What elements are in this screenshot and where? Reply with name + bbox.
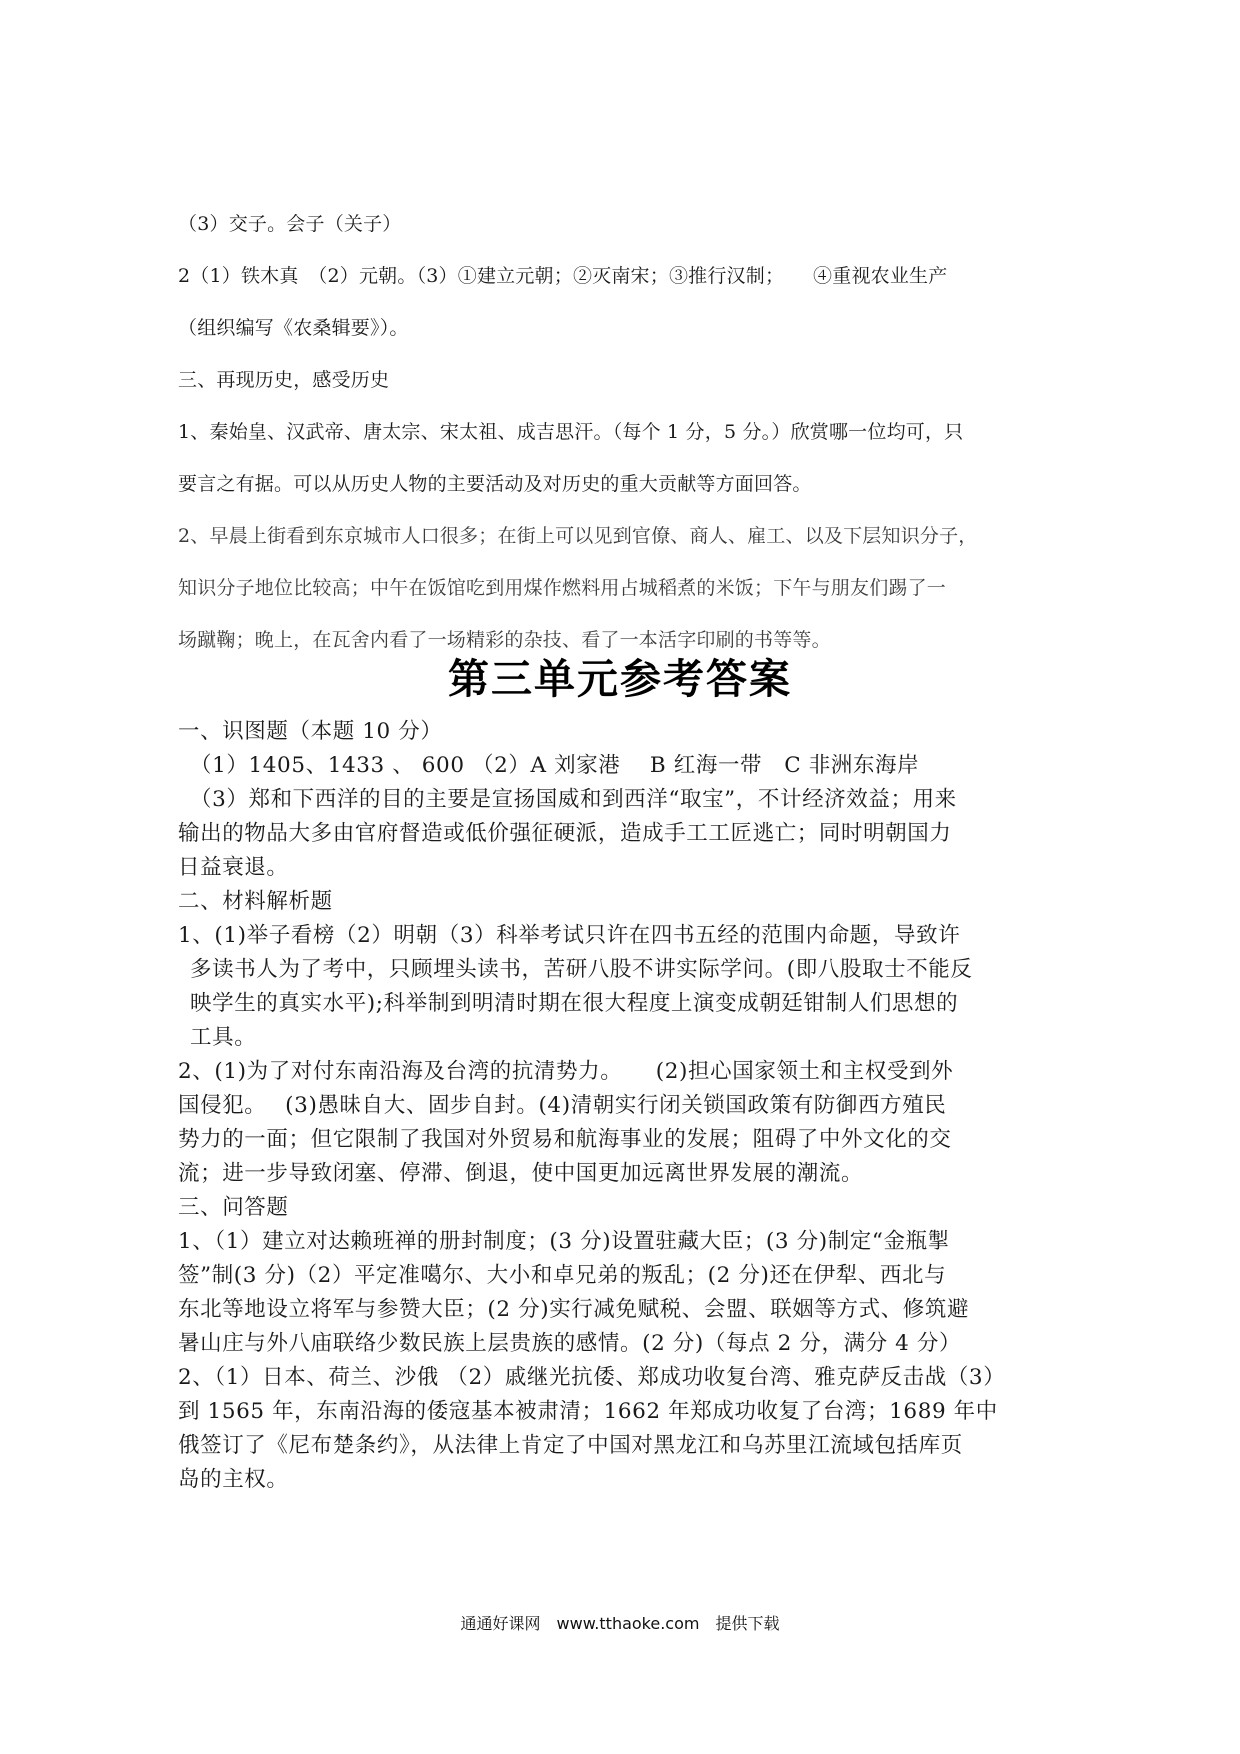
answer-line: 1、(1)举子看榜（2）明朝（3）科举考试只许在四书五经的范围内命题，导致许	[178, 923, 961, 948]
answer-line: 场蹴鞠；晚上，在瓦舍内看了一场精彩的杂技、看了一本活字印刷的书等等。	[178, 629, 831, 651]
unit3-answers	[178, 715, 1083, 1497]
section-heading: 三、再现历史，感受历史	[178, 369, 390, 391]
page-footer: 通通好课网 www.tthaoke.com 提供下载	[460, 1614, 780, 1633]
answer-line: 2、(1)为了对付东南沿海及台湾的抗清势力。 (2)担心国家领土和主权受到外	[178, 1059, 954, 1084]
answer-line: （3）郑和下西洋的目的主要是宣扬国威和到西洋“取宝”，不计经济效益；用来	[190, 787, 957, 812]
answer-line: 岛的主权。	[178, 1467, 289, 1492]
answer-line: （1）1405、1433 、 600 （2）A 刘家港 B 红海一带 C 非洲东海岸	[190, 753, 920, 778]
answer-line: 要言之有据。可以从历史人物的主要活动及对历史的重大贡献等方面回答。	[178, 473, 812, 495]
answer-line: 输出的物品大多由官府督造或低价强征硬派，造成手工工匠逃亡；同时明朝国力	[178, 821, 952, 846]
answer-line: 2（1）铁木真 （2）元朝。（3）①建立元朝；②灭南宋；③推行汉制； ④重视农业生产	[178, 265, 948, 287]
answer-line: 暑山庄与外八庙联络少数民族上层贵族的感情。(2 分)（每点 2 分，满分 4 分）	[178, 1331, 962, 1356]
unit2-answers-continued	[178, 211, 1083, 679]
answer-line: 签”制(3 分)（2）平定准噶尔、大小和卓兄弟的叛乱；(2 分)还在伊犁、西北与	[178, 1263, 947, 1288]
answer-line: 东北等地设立将军与参赞大臣；(2 分)实行减免赋税、会盟、联姻等方式、修筑避	[178, 1297, 970, 1322]
answer-line: 多读书人为了考中，只顾埋头读书，苦研八股不讲实际学问。(即八股取士不能反	[190, 957, 973, 982]
answer-line: 1、（1）建立对达赖班禅的册封制度；(3 分)设置驻藏大臣；(3 分)制定“金瓶掣	[178, 1229, 950, 1254]
answer-line: 1、秦始皇、汉武帝、唐太宗、宋太祖、成吉思汗。（每个 1 分，5 分。）欣赏哪一位均可，只	[178, 421, 964, 443]
answer-line: 国侵犯。 (3)愚昧自大、固步自封。(4)清朝实行闭关锁国政策有防御西方殖民	[178, 1093, 947, 1118]
answer-line: 俄签订了《尼布楚条约》，从法律上肯定了中国对黑龙江和乌苏里江流域包括库页	[178, 1433, 963, 1458]
answer-line: （3）交子。会子（关子）	[178, 213, 402, 235]
page-title: 第三单元参考答案	[448, 655, 792, 703]
answer-line: 2、早晨上街看到东京城市人口很多；在街上可以见到官僚、商人、雇工、以及下层知识分子，	[178, 525, 978, 547]
answer-line: 势力的一面；但它限制了我国对外贸易和航海事业的发展；阻碍了中外文化的交	[178, 1127, 952, 1152]
answer-line: 知识分子地位比较高；中午在饭馆吃到用煤作燃料用占城稻煮的米饭；下午与朋友们踢了一	[178, 577, 947, 599]
answer-line: 2、（1）日本、荷兰、沙俄 （2）戚继光抗倭、郑成功收复台湾、雅克萨反击战（3）	[178, 1365, 1006, 1390]
section-heading: 三、问答题	[178, 1195, 289, 1220]
section-heading: 二、材料解析题	[178, 889, 333, 914]
answer-line: （组织编写《农桑辑要》）。	[178, 317, 409, 339]
answer-line: 映学生的真实水平);科举制到明清时期在很大程度上演变成朝廷钳制人们思想的	[190, 991, 959, 1016]
answer-line: 到 1565 年，东南沿海的倭寇基本被肃清；1662 年郑成功收复了台湾；1689 年中	[178, 1399, 998, 1424]
answer-line: 流；进一步导致闭塞、停滞、倒退，使中国更加远离世界发展的潮流。	[178, 1161, 864, 1186]
section-heading: 一、识图题（本题 10 分）	[178, 719, 443, 744]
answer-line: 日益衰退。	[178, 855, 289, 880]
answer-line: 工具。	[190, 1025, 257, 1050]
